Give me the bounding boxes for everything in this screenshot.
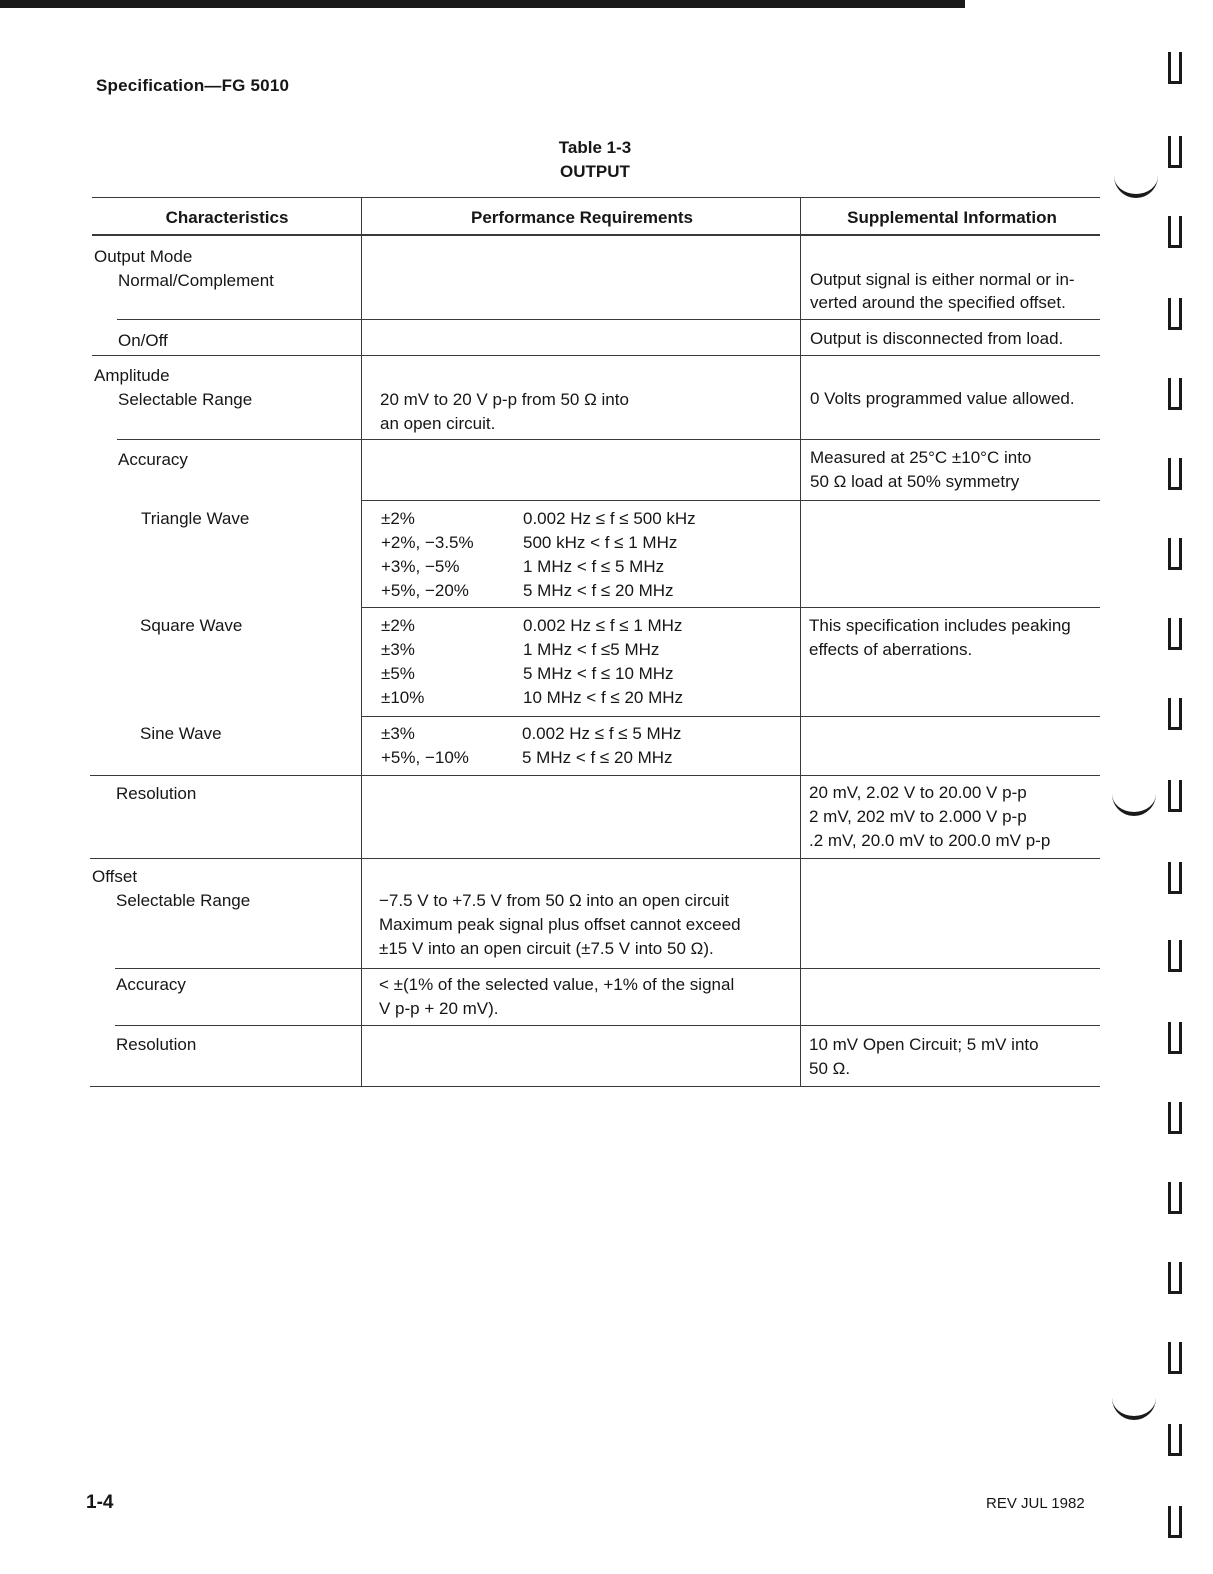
square-tol: ±10%	[381, 688, 425, 707]
req-offset-range-3: ±15 V into an open circuit (±7.5 V into 50 Ω).	[379, 939, 714, 958]
binder-slot	[1168, 940, 1182, 972]
label-on-off: On/Off	[118, 331, 168, 350]
table-name: OUTPUT	[560, 162, 630, 181]
req-offset-accuracy-2: V p-p + 20 mV).	[379, 999, 499, 1018]
binder-slot	[1168, 538, 1182, 570]
sine-freq: 0.002 Hz ≤ f ≤ 5 MHz	[522, 724, 682, 743]
info-on-off: Output is disconnected from load.	[810, 329, 1064, 348]
binder-slot	[1168, 698, 1182, 730]
col-head-supplemental: Supplemental Information	[847, 208, 1057, 227]
row-rule	[115, 968, 1100, 969]
square-tol: ±2%	[381, 616, 415, 635]
binder-slot	[1168, 378, 1182, 410]
col-head-characteristics: Characteristics	[165, 208, 289, 227]
binder-slot	[1168, 780, 1182, 812]
binder-slot	[1168, 1342, 1182, 1374]
square-tol: ±3%	[381, 640, 415, 659]
req-offset-accuracy-1: < ±(1% of the selected value, +1% of the signal	[379, 975, 735, 994]
triangle-freq: 1 MHz < f ≤ 5 MHz	[523, 557, 665, 576]
binder-slot	[1168, 1506, 1182, 1538]
binder-slot	[1168, 862, 1182, 894]
row-rule	[115, 1025, 1100, 1026]
binder-slot	[1168, 1102, 1182, 1134]
group-amplitude: Amplitude	[94, 366, 170, 385]
info-normal-complement-1: Output signal is either normal or in-	[810, 270, 1075, 289]
binder-slot	[1168, 298, 1182, 330]
info-amp-range: 0 Volts programmed value allowed.	[810, 389, 1075, 408]
req-amp-range-2: an open circuit.	[380, 414, 496, 433]
sine-tol: ±3%	[381, 724, 415, 743]
binder-slot	[1168, 458, 1182, 490]
label-offset-resolution: Resolution	[116, 1035, 197, 1054]
group-offset: Offset	[92, 867, 138, 886]
binder-curl	[1112, 1394, 1156, 1420]
label-amp-resolution: Resolution	[116, 784, 197, 803]
page-number: 1-4	[86, 1492, 114, 1513]
info-amp-accuracy-2: 50 Ω load at 50% symmetry	[810, 472, 1020, 491]
label-amp-selectable-range: Selectable Range	[118, 390, 253, 409]
binder-slot	[1168, 1022, 1182, 1054]
binder-curl	[1112, 790, 1156, 816]
sine-tol: +5%, −10%	[381, 748, 469, 767]
triangle-tol: +2%, −3.5%	[381, 533, 474, 552]
square-freq: 5 MHz < f ≤ 10 MHz	[523, 664, 674, 683]
square-freq: 1 MHz < f ≤5 MHz	[523, 640, 660, 659]
col-divider-2	[800, 198, 801, 1086]
row-rule	[362, 500, 1100, 501]
triangle-freq: 500 kHz < f ≤ 1 MHz	[523, 533, 678, 552]
table-number: Table 1-3	[558, 138, 632, 157]
square-freq: 0.002 Hz ≤ f ≤ 1 MHz	[523, 616, 683, 635]
row-rule	[117, 319, 1100, 320]
row-rule	[362, 716, 1100, 717]
binder-curl	[1114, 172, 1158, 198]
label-square-wave: Square Wave	[140, 616, 243, 635]
info-offset-resolution-2: 50 Ω.	[809, 1059, 851, 1078]
binder-slot	[1168, 1182, 1182, 1214]
label-triangle-wave: Triangle Wave	[141, 509, 250, 528]
binder-slot	[1168, 1262, 1182, 1294]
req-offset-range-2: Maximum peak signal plus offset cannot exceed	[379, 915, 741, 934]
info-square-2: effects of aberrations.	[809, 640, 973, 659]
triangle-tol: +3%, −5%	[381, 557, 460, 576]
info-normal-complement-2: verted around the specified offset.	[810, 293, 1066, 312]
info-amp-resolution-2: 2 mV, 202 mV to 2.000 V p-p	[809, 807, 1027, 826]
info-amp-resolution-3: .2 mV, 20.0 mV to 200.0 mV p-p	[809, 831, 1051, 850]
label-amp-accuracy: Accuracy	[118, 450, 188, 469]
binder-slot	[1168, 1424, 1182, 1456]
group-output-mode: Output Mode	[94, 247, 193, 266]
info-square-1: This specification includes peaking	[809, 616, 1071, 635]
binder-slot	[1168, 216, 1182, 248]
col-head-performance: Performance Requirements	[470, 208, 694, 227]
row-rule	[90, 775, 1100, 776]
sine-freq: 5 MHz < f ≤ 20 MHz	[522, 748, 673, 767]
binder-slot	[1168, 136, 1182, 168]
req-amp-range-1: 20 mV to 20 V p-p from 50 Ω into	[380, 390, 629, 409]
info-offset-resolution-1: 10 mV Open Circuit; 5 mV into	[809, 1035, 1039, 1054]
triangle-tol: +5%, −20%	[381, 581, 469, 600]
triangle-freq: 0.002 Hz ≤ f ≤ 500 kHz	[523, 509, 696, 528]
header-rule	[92, 234, 1100, 236]
table-top-rule	[92, 197, 1100, 198]
req-offset-range-1: −7.5 V to +7.5 V from 50 Ω into an open circuit	[379, 891, 730, 910]
table-bottom-rule	[90, 1086, 1100, 1087]
label-offset-selectable-range: Selectable Range	[116, 891, 251, 910]
top-rule	[0, 0, 965, 8]
triangle-tol: ±2%	[381, 509, 415, 528]
row-rule	[90, 858, 1100, 859]
info-amp-accuracy-1: Measured at 25°C ±10°C into	[810, 448, 1032, 467]
col-divider-1	[361, 198, 362, 1086]
binder-slot	[1168, 618, 1182, 650]
running-head: Specification—FG 5010	[96, 76, 290, 95]
row-rule	[362, 607, 1100, 608]
label-normal-complement: Normal/Complement	[118, 271, 274, 290]
square-tol: ±5%	[381, 664, 415, 683]
row-rule	[92, 355, 1100, 356]
square-freq: 10 MHz < f ≤ 20 MHz	[523, 688, 684, 707]
table-title	[470, 136, 720, 184]
label-offset-accuracy: Accuracy	[116, 975, 186, 994]
binder-slot	[1168, 52, 1182, 84]
label-sine-wave: Sine Wave	[140, 724, 222, 743]
triangle-freq: 5 MHz < f ≤ 20 MHz	[523, 581, 674, 600]
info-amp-resolution-1: 20 mV, 2.02 V to 20.00 V p-p	[809, 783, 1027, 802]
row-rule	[117, 439, 1100, 440]
revision-date: REV JUL 1982	[986, 1495, 1085, 1512]
